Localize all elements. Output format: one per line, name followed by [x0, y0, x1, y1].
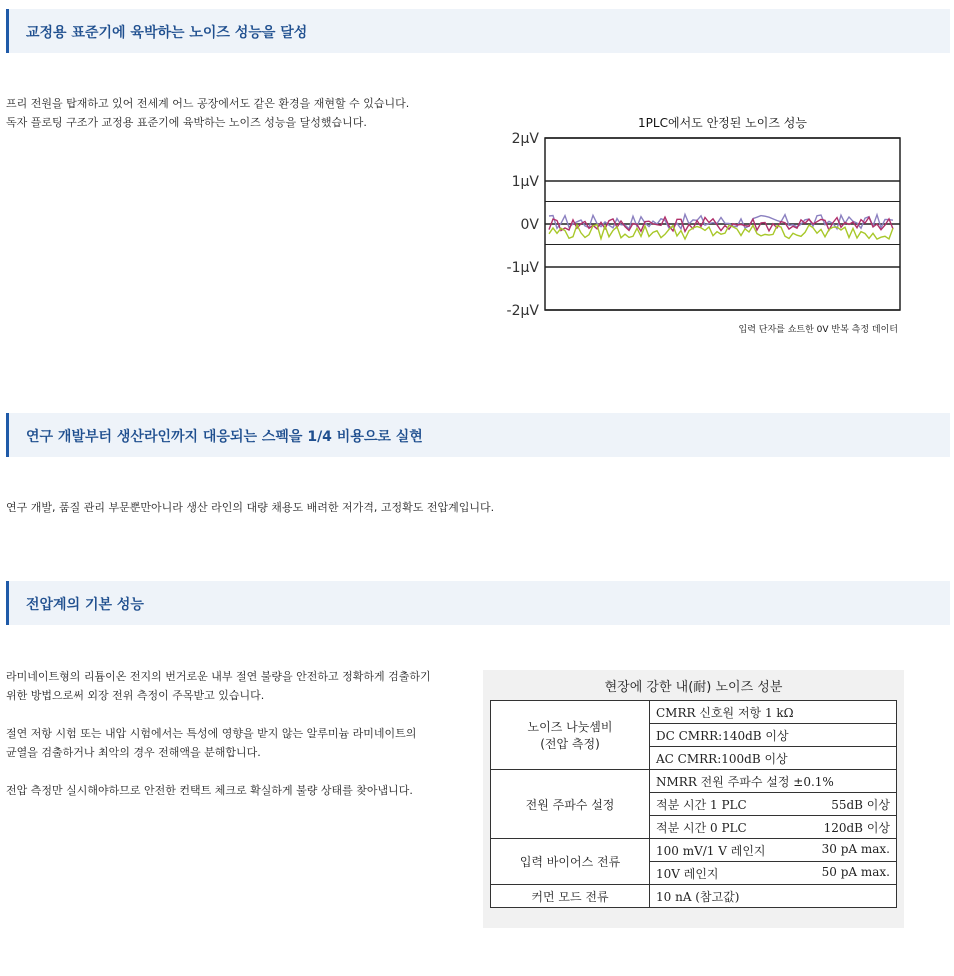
- table-cell-value: 30 pA max.: [821, 841, 890, 856]
- paragraph-line: 균열을 검출하거나 최악의 경우 전해액을 분해합니다.: [6, 746, 261, 759]
- table-cell-text: CMRR 신호원 저항 1 kΩ: [656, 705, 794, 720]
- y-tick-label: 0V: [520, 217, 539, 233]
- y-tick-label: 2μV: [511, 131, 539, 147]
- paragraph-line: 독자 플로팅 구조가 교정용 표준기에 육박하는 노이즈 성능을 달성했습니다.: [6, 116, 367, 129]
- table-group-label: 노이즈 나눗셈비 (전압 측정): [491, 701, 650, 770]
- table-cell-text: AC CMRR:100dB 이상: [656, 751, 788, 766]
- table-row: [491, 701, 897, 724]
- paragraph-line: 연구 개발, 품질 관리 부문뿐만아니라 생산 라인의 대량 채용도 배려한 저가격, 고정확도 전압계입니다.: [6, 501, 495, 514]
- table-cell-text: DC CMRR:140dB 이상: [656, 728, 789, 743]
- section-title: 교정용 표준기에 육박하는 노이즈 성능을 달성: [26, 25, 308, 41]
- paragraph-line: 위한 방법으로써 외장 전위 측정이 주목받고 있습니다.: [6, 689, 265, 702]
- table-row: [491, 770, 897, 793]
- spec-table: [490, 700, 897, 908]
- spec-table-image: [483, 670, 904, 928]
- table-cell: [650, 793, 897, 816]
- y-tick-label: -2μV: [506, 303, 539, 319]
- table-cell-text: 적분 시간 0 PLC: [656, 820, 747, 835]
- spec-table-title: 현장에 강한 내(耐) 노이즈 성분: [604, 680, 783, 695]
- table-row: [491, 839, 897, 862]
- paragraph-line: 절연 저항 시험 또는 내압 시험에서는 특성에 영향을 받지 않는 알루미늄 라미네이트의: [6, 727, 417, 740]
- section-paragraph: [6, 667, 431, 800]
- paragraph-line: 라미네이트형의 리튬이온 전지의 번거로운 내부 절연 불량을 안전하고 정확하게 검출하기: [6, 670, 431, 683]
- table-cell-text: 적분 시간 1 PLC: [656, 797, 747, 812]
- table-group-label: 커먼 모드 전류: [491, 885, 650, 908]
- table-cell-text: 10V 레인지: [656, 866, 719, 881]
- table-cell: [650, 839, 897, 862]
- paragraph-line: 전압 측정만 실시해야하므로 안전한 컨택트 체크로 확실하게 불량 상태를 찾아냅니다.: [6, 784, 413, 797]
- section-header: [6, 581, 950, 625]
- section-paragraph: [6, 498, 494, 517]
- table-cell: [650, 862, 897, 885]
- table-cell: [650, 770, 897, 793]
- table-cell: [650, 885, 897, 908]
- table-cell: [650, 724, 897, 747]
- table-group-label: 전원 주파수 설정: [491, 770, 650, 839]
- table-cell-text: 100 mV/1 V 레인지: [656, 843, 766, 858]
- table-group-label: 입력 바이어스 전류: [491, 839, 650, 885]
- table-row: [491, 885, 897, 908]
- chart-title: 1PLC에서도 안정된 노이즈 성능: [638, 116, 807, 130]
- section-header: [6, 413, 950, 457]
- noise-chart-svg: [485, 105, 915, 345]
- table-cell: [650, 816, 897, 839]
- paragraph-line: 프리 전원을 탑재하고 있어 전세계 어느 공장에서도 같은 환경을 재현할 수 있습니다.: [6, 97, 410, 110]
- table-cell-value: 120dB 이상: [823, 820, 890, 835]
- section-title: 연구 개발부터 생산라인까지 대응되는 스펙을 1/4 비용으로 실현: [26, 429, 423, 445]
- chart-caption: 입력 단자를 쇼트한 0V 반복 측정 데이터: [738, 325, 898, 335]
- section-paragraph: [6, 94, 409, 132]
- table-cell-text: 10 nA (참고값): [656, 889, 740, 904]
- y-tick-label: -1μV: [506, 260, 539, 276]
- table-cell-value: 50 pA max.: [821, 864, 890, 879]
- table-cell-text: NMRR 전원 주파수 설정 ±0.1%: [656, 774, 834, 789]
- section-title: 전압계의 기본 성능: [26, 597, 144, 613]
- table-cell: [650, 747, 897, 770]
- noise-chart: [485, 105, 915, 345]
- table-cell: [650, 701, 897, 724]
- section-header: [6, 9, 950, 53]
- table-cell-value: 55dB 이상: [831, 797, 890, 812]
- y-tick-label: 1μV: [511, 174, 539, 190]
